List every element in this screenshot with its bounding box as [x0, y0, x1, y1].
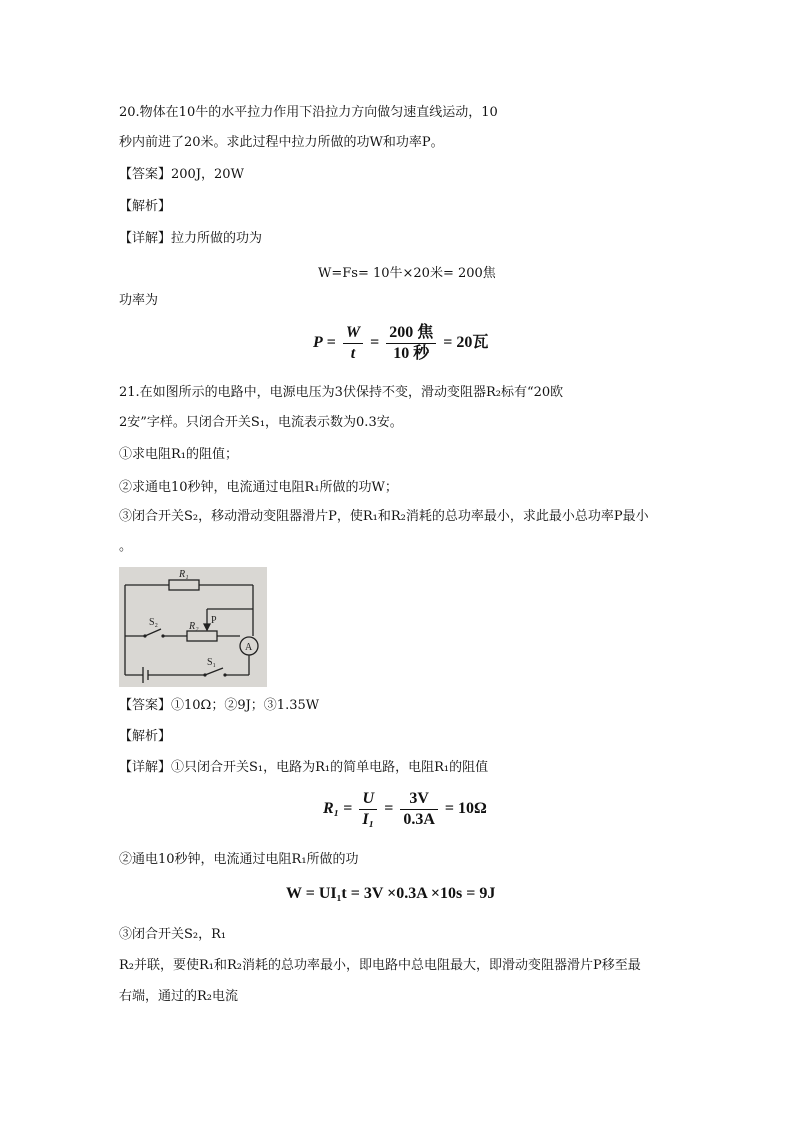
- q21-line1: 21.在如图所示的电路中，电源电压为3伏保持不变，滑动变阻器R₂标有“20欧: [119, 385, 564, 400]
- fraction: $\frac{W}{t}$: [343, 324, 363, 363]
- fraction: $\frac{\text{200 焦}}{\text{10 秒}}$: [386, 324, 436, 363]
- eq-result: 10Ω: [458, 800, 487, 818]
- q21-item3-tail: 。: [119, 539, 133, 554]
- r2-label: R₂: [189, 621, 199, 632]
- q20-analysis: 【解析】: [119, 199, 172, 214]
- fraction: $\frac{U}{\text{I₁}}$: [359, 790, 377, 829]
- s1-label: S₁: [207, 657, 217, 668]
- q21-item3: ③闭合开关S₂，移动滑动变阻器滑片P，使R₁和R₂消耗的总功率最小，求此最小总功率P最小: [119, 509, 649, 524]
- q21-analysis: 【解析】: [119, 729, 172, 744]
- eq-result: 20瓦: [456, 334, 489, 352]
- q21-item1: ①求电阻R₁的阻值；: [119, 447, 238, 462]
- q21-line2: 2安”字样。只闭合开关S₁，电流表示数为0.3安。: [119, 415, 403, 430]
- q21-equation-resistance: R₁ = $\frac{U}{\text{I₁}}$ = $\frac{3V}{0.3A}$ = 10Ω: [323, 790, 487, 828]
- q21-detail1: 【详解】①只闭合开关S₁，电路为R₁的简单电路，电阻R₁的阻值: [119, 760, 489, 775]
- ammeter-label: A: [245, 642, 253, 653]
- q21-item2: ②求通电10秒钟，电流通过电阻R₁所做的功W；: [119, 480, 398, 495]
- q20-line1: 20.物体在10牛的水平拉力作用下沿拉力方向做匀速直线运动，10: [119, 105, 498, 120]
- q20-detail: 【详解】拉力所做的功为: [119, 231, 263, 246]
- q20-equation-work: W=Fs= 10牛×20米= 200焦: [318, 266, 496, 281]
- p-label: P: [211, 615, 217, 626]
- q21-detail3a: ③闭合开关S₂，R₁: [119, 927, 227, 942]
- circuit-diagram: [119, 567, 267, 687]
- s2-label: S₂: [149, 617, 159, 628]
- q20-power-label: 功率为: [119, 293, 159, 308]
- eq-lhs: R₁: [323, 800, 340, 818]
- q20-line2: 秒内前进了20米。求此过程中拉力所做的功W和功率P。: [119, 135, 444, 150]
- circuit-svg: [119, 567, 267, 687]
- r1-label: R₁: [179, 569, 189, 580]
- q21-answer: 【答案】①10Ω；②9J；③1.35W: [119, 698, 320, 713]
- fraction: $\frac{3V}{0.3A}$: [400, 790, 438, 829]
- q21-detail3c: 右端，通过的R₂电流: [119, 989, 238, 1004]
- q21-detail2: ②通电10秒钟，电流通过电阻R₁所做的功: [119, 852, 359, 867]
- q21-equation-work: W = UI₁t = 3V ×0.3A ×10s = 9J: [286, 885, 496, 902]
- q20-answer: 【答案】200J，20W: [119, 167, 244, 182]
- eq-lhs: P: [313, 334, 323, 352]
- q21-detail3b: R₂并联，要使R₁和R₂消耗的总功率最小，即电路中总电阻最大，即滑动变阻器滑片P移至最: [119, 958, 641, 973]
- q20-equation-power: P = $\frac{W}{t}$ = $\frac{\text{200 焦}}{\text{10 秒}}$ = 20瓦: [313, 324, 489, 362]
